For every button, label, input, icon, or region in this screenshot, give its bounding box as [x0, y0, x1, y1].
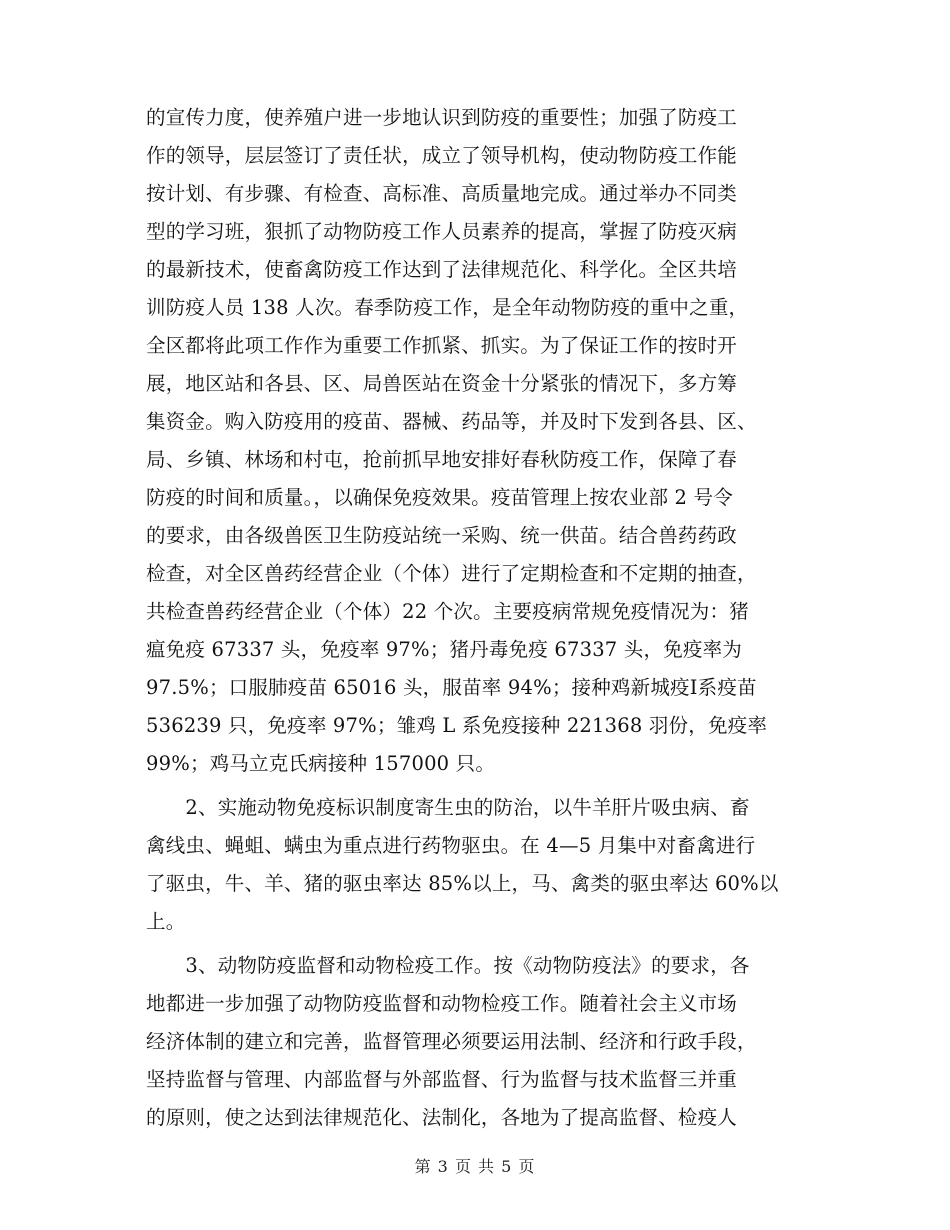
text-line: 展，地区站和各县、区、局兽医站在资金十分紧张的情况下，多方筹	[146, 372, 738, 395]
text-line: 瘟免疫 67337 头，免疫率 97%；猪丹毒免疫 67337 头，免疫率为	[146, 638, 742, 661]
text-line: 97.5%；口服肺疫苗 65016 头，服苗率 94%；接种鸡新城疫Ⅰ系疫苗	[146, 676, 757, 699]
text-line: 了驱虫，牛、羊、猪的驱虫率达 85%以上，马、禽类的驱虫率达 60%以	[146, 872, 779, 895]
text-line: 禽线虫、蝇蛆、螨虫为重点进行药物驱虫。在 4—5 月集中对畜禽进行	[146, 834, 756, 857]
text-line: 3、动物防疫监督和动物检疫工作。按《动物防疫法》的要求，各	[146, 954, 750, 977]
text-line: 2、实施动物免疫标识制度寄生虫的防治，以牛羊肝片吸虫病、畜	[146, 796, 750, 819]
text-line: 局、乡镇、林场和村屯，抢前抓早地安排好春秋防疫工作，保障了春	[146, 448, 738, 471]
paragraph-3	[146, 947, 816, 1137]
text-line: 全区都将此项工作作为重要工作抓紧、抓实。为了保证工作的按时开	[146, 334, 738, 357]
text-line: 按计划、有步骤、有检查、高标准、高质量地完成。通过举办不同类	[146, 182, 738, 205]
paragraph-1	[146, 99, 816, 783]
text-line: 的要求，由各级兽医卫生防疫站统一采购、统一供苗。结合兽药药政	[146, 524, 738, 547]
text-line: 防疫的时间和质量。，以确保免疫效果。疫苗管理上按农业部 2 号令	[146, 486, 733, 509]
text-line: 地都进一步加强了动物防疫监督和动物检疫工作。随着社会主义市场	[146, 992, 738, 1015]
text-line: 的宣传力度，使养殖户进一步地认识到防疫的重要性；加强了防疫工	[146, 106, 738, 129]
paragraph-2	[146, 789, 816, 941]
text-line: 作的领导，层层签订了责任状，成立了领导机构，使动物防疫工作能	[146, 144, 738, 167]
document-body	[146, 99, 816, 1137]
text-line: 型的学习班，狠抓了动物防疫工作人员素养的提高，掌握了防疫灭病	[146, 220, 738, 243]
text-line: 集资金。购入防疫用的疫苗、器械、药品等，并及时下发到各县、区、	[146, 410, 757, 433]
text-line: 的最新技术，使畜禽防疫工作达到了法律规范化、科学化。全区共培	[146, 258, 738, 281]
text-line: 坚持监督与管理、内部监督与外部监督、行为监督与技术监督三并重	[146, 1068, 738, 1091]
text-line: 检查，对全区兽药经营企业（个体）进行了定期检查和不定期的抽查，	[146, 562, 757, 585]
text-line: 99%；鸡马立克氏病接种 157000 只。	[146, 752, 496, 775]
text-line: 训防疫人员 138 人次。春季防疫工作，是全年动物防疫的重中之重，	[146, 296, 749, 319]
text-line: 上。	[146, 910, 186, 933]
text-line: 经济体制的建立和完善，监督管理必须要运用法制、经济和行政手段，	[146, 1030, 757, 1053]
text-line: 的原则，使之达到法律规范化、法制化，各地为了提高监督、检疫人	[146, 1106, 738, 1129]
text-line: 536239 只，免疫率 97%；雏鸡 L 系免疫接种 221368 羽份，免疫率	[146, 714, 768, 737]
text-line: 共检查兽药经营企业（个体）22 个次。主要疫病常规免疫情况为：猪	[146, 600, 749, 623]
page-footer: 第 3 页 共 5 页	[414, 1157, 536, 1176]
